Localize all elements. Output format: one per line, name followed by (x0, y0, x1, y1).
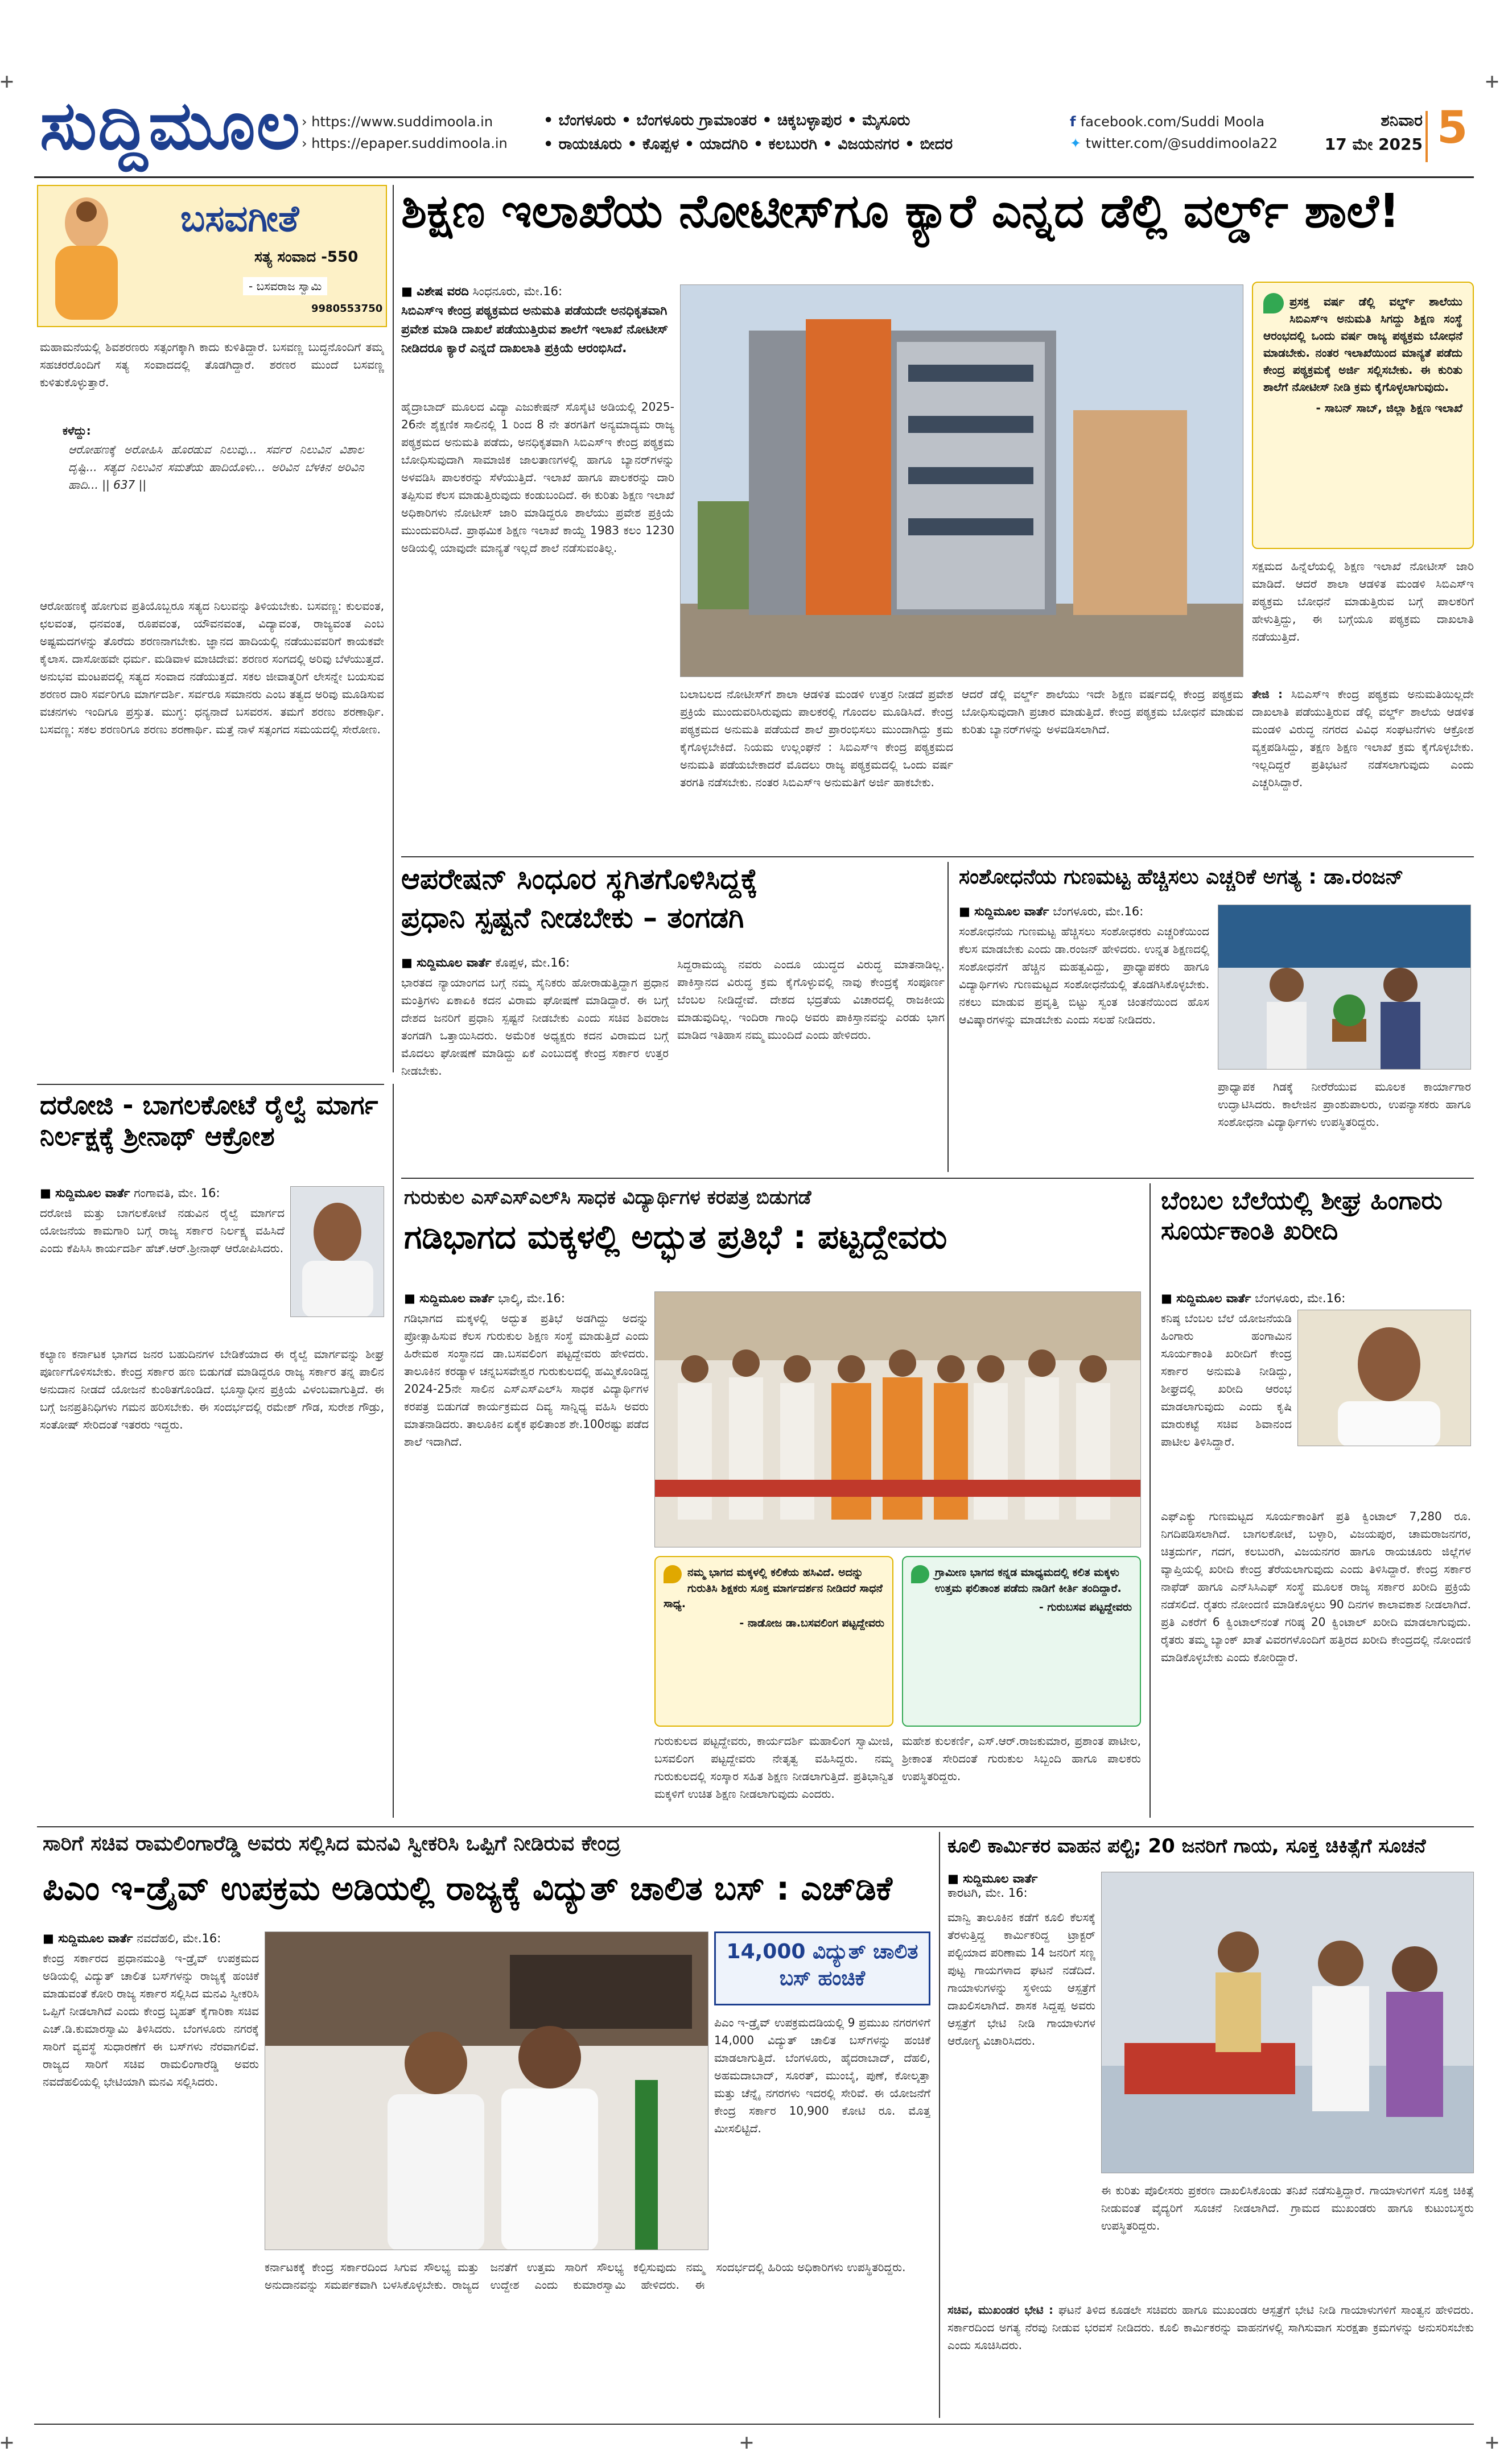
daroji-byline-row: ■ ಸುದ್ದಿಮೂಲ ವಾರ್ತೆ ಗಂಗಾವತಿ, ಮೇ. 16: (40, 1186, 220, 1200)
ebus-body-1: ಕೇಂದ್ರ ಸರ್ಕಾರದ ಪ್ರಧಾನಮಂತ್ರಿ ಇ-ಡ್ರೈವ್ ಉಪಕ್ರಮದ ಅಡಿಯಲ್ಲಿ ವಿದ್ಯುತ್ ಚಾಲಿತ ಬಸ್‌ಗಳನ್ನು ರಾಜ್ಯಕ್ಕೆ ಹಂಚಿಕೆ ಮಾಡುವಂತೆ ಕೋರಿ ರಾಜ್ಯ ಸರ್ಕಾರ ಸಲ್ಲಿಸಿದ ಮನವಿ ಸ್ವೀಕರಿಸಿ ಒಪ್ಪಿಗೆ ನೀಡಲಾಗಿದೆ ಎಂದು ಕೇಂದ್ರ ಬೃಹತ್ ಕೈಗಾರಿಕಾ ಸಚಿವ ಎಚ್.ಡಿ.ಕುಮಾರಸ್ವಾಮಿ ತಿಳಿಸಿದರು. ಬೆಂಗಳೂರು ನಗರಕ್ಕೆ ಸಾರಿಗೆ ವ್ಯವಸ್ಥೆ ಸುಧಾರಣೆಗೆ ಈ ಬಸ್‌ಗಳು ನೆರವಾಗಲಿವೆ. ರಾಜ್ಯದ ಸಾರಿಗೆ ಸಚಿವ ರಾಮಲಿಂಗಾರೆಡ್ಡಿ ಅವರು ನವದೆಹಲಿಯಲ್ಲಿ ಭೇಟಿಯಾಗಿ ಮನವಿ ಸಲ್ಲಿಸಿದರು. (43, 1951, 259, 2089)
accident-headline: ಕೂಲಿ ಕಾರ್ಮಿಕರ ವಾಹನ ಪಲ್ಟಿ; 20 ಜನರಿಗೆ ಗಾಯ, ಸೂಕ್ತ ಚಿಕಿತ್ಸೆಗೆ ಸೂಚನೆ (947, 1835, 1426, 1858)
saint-portrait (44, 192, 129, 323)
issue-day: ಶನಿವಾರ (1381, 111, 1423, 130)
accident-byline-row: ■ ಸುದ್ದಿಮೂಲ ವಾರ್ತೆ ಕಾರಟಗಿ, ಮೇ. 16: (947, 1872, 1038, 1900)
gurukula-quote-2: ಗ್ರಾಮೀಣ ಭಾಗದ ಕನ್ನಡ ಮಾಧ್ಯಮದಲ್ಲಿ ಕಲಿತ ಮಕ್ಕಳು ಉತ್ತಮ ಫಲಿತಾಂಶ ಪಡೆದು ನಾಡಿಗೆ ಕೀರ್ತಿ ತಂದಿದ್ದಾರೆ. - ಗುರುಬಸವ ಪಟ್ಟದ್ದೇವರು (902, 1556, 1141, 1727)
website-link[interactable]: › https://www.suddimoola.in (302, 114, 493, 130)
ranjan-body-2: ಪ್ರಾಧ್ಯಾಪಕ ಗಿಡಕ್ಕೆ ನೀರೆರೆಯುವ ಮೂಲಕ ಕಾರ್ಯಾಗಾರ ಉದ್ಘಾಟಿಸಿದರು. ಕಾಲೇಜಿನ ಪ್ರಾಂಶುಪಾಲರು, ಉಪನ್ಯಾಸಕರು ಹಾಗೂ ಸಂಶೋಧನಾ ವಿದ್ಯಾರ್ಥಿಗಳು ಉಪಸ್ಥಿತರಿದ್ದರು. (1218, 1080, 1471, 1129)
quote-icon (1263, 293, 1284, 313)
accident-body-1: ಮಾನ್ವಿ ತಾಲೂಕಿನ ಕಡೆಗೆ ಕೂಲಿ ಕೆಲಸಕ್ಕೆ ತೆರಳುತ್ತಿದ್ದ ಕಾರ್ಮಿಕರಿದ್ದ ಟ್ರಾಕ್ಟರ್ ಪಲ್ಟಿಯಾದ ಪರಿಣಾಮ 14 ಜನರಿಗೆ ಸಣ್ಣ ಪುಟ್ಟ ಗಾಯಗಳಾದ ಘಟನೆ ನಡೆದಿದೆ. ಗಾಯಾಳುಗಳನ್ನು ಸ್ಥಳೀಯ ಆಸ್ಪತ್ರೆಗೆ ದಾಖಲಿಸಲಾಗಿದೆ. ಶಾಸಕ ಸಿದ್ದಪ್ಪ ಅವರು ಆಸ್ಪತ್ರೆಗೆ ಭೇಟಿ ನೀಡಿ ಗಾಯಾಳುಗಳ ಆರೋಗ್ಯ ವಿಚಾರಿಸಿದರು. (947, 1910, 1095, 2048)
basava-title: ಬಸವಗೀತೆ (180, 197, 299, 240)
column-rule (939, 1832, 940, 2418)
masthead-logo: ಸುದ್ದಿಮೂಲ (40, 85, 302, 164)
ebus-meeting-photo (265, 1931, 708, 2250)
twitter-icon: ✦ (1070, 135, 1086, 151)
accident-body-3: ಸಚಿವ, ಮುಖಂಡರ ಭೇಟಿ : ಘಟನೆ ತಿಳಿದ ಕೂಡಲೇ ಸಚಿವರು ಹಾಗೂ ಮುಖಂಡರು ಆಸ್ಪತ್ರೆಗೆ ಭೇಟಿ ನೀಡಿ ಗಾಯಾಳುಗಳಿಗೆ ಸಾಂತ್ವನ ಹೇಳಿದರು. ಸರ್ಕಾರದಿಂದ ಅಗತ್ಯ ನೆರವು ನೀಡುವ ಭರವಸೆ ನೀಡಿದರು. ಕೂಲಿ ಕಾರ್ಮಿಕರನ್ನು ವಾಹನಗಳಲ್ಲಿ ಸಾಗಿಸುವಾಗ ಸುರಕ್ಷತಾ ಕ್ರಮಗಳನ್ನು ಅನುಸರಿಸಬೇಕು ಎಂದು ಸೂಚಿಸಿದರು. (947, 2303, 1474, 2352)
column-rule (393, 1084, 394, 1818)
ebus-highlight-box: 14,000 ವಿದ್ಯುತ್ ಚಾಲಿತ ಬಸ್ ಹಂಚಿಕೆ (714, 1931, 930, 2005)
facebook-icon: f (1070, 114, 1081, 130)
gurukula-body-1: ಗಡಿಭಾಗದ ಮಕ್ಕಳಲ್ಲಿ ಅದ್ಭುತ ಪ್ರತಿಭೆ ಅಡಗಿದ್ದು ಅದನ್ನು ಪ್ರೋತ್ಸಾಹಿಸುವ ಕೆಲಸ ಗುರುಕುಲ ಶಿಕ್ಷಣ ಸಂಸ್ಥೆ ಮಾಡುತ್ತಿದೆ ಎಂದು ಹಿರೇಮಠ ಸಂಸ್ಥಾನದ ಡಾ.ಬಸವಲಿಂಗ ಪಟ್ಟದ್ದೇವರು ಹೇಳಿದರು. ತಾಲೂಕಿನ ಕರಡ್ಯಾಳ ಚನ್ನಬಸವೇಶ್ವರ ಗುರುಕುಲದಲ್ಲಿ ಹಮ್ಮಿಕೊಂಡಿದ್ದ 2024-25ನೇ ಸಾಲಿನ ಎಸ್‌ಎಸ್‌ಎಲ್‌ಸಿ ಸಾಧಕ ವಿದ್ಯಾರ್ಥಿಗಳ ಕರಪತ್ರ ಬಿಡುಗಡೆ ಕಾರ್ಯಕ್ರಮದ ದಿವ್ಯ ಸಾನ್ನಿಧ್ಯ ವಹಿಸಿ ಅವರು ಮಾತನಾಡಿದರು. ತಾಲೂಕಿನ ಏಕೈಕ ಫಲಿತಾಂಶ ಶೇ.100ರಷ್ಟು ಪಡೆದ ಶಾಲೆ ಇದಾಗಿದೆ. (404, 1311, 649, 1448)
lead-body-1: ಹೈದ್ರಾಬಾದ್ ಮೂಲದ ವಿದ್ಯಾ ಎಜುಕೇಷನ್ ಸೊಸೈಟಿ ಅಡಿಯಲ್ಲಿ 2025-26ನೇ ಶೈಕ್ಷಣಿಕ ಸಾಲಿನಲ್ಲಿ 1 ರಿಂದ 8 ನೇ ತರಗತಿಗೆ ಅನ್ಯಮಾದ್ಯಮ ರಾಜ್ಯ ಪಠ್ಯಕ್ರಮದ ಅನುಮತಿ ಪಡೆದು, ಅನಧಿಕೃತವಾಗಿ ಸಿಬಿಎಸ್‌ಇ ಕೇಂದ್ರ ಪಠ್ಯಕ್ರಮ ಬೋಧಿಸುವುದಾಗಿ ಸಾಮಾಜಿಕ ಜಾಲತಾಣಗಳಲ್ಲಿ ಹಾಗೂ ಬ್ಯಾನರ್‌ಗಳನ್ನು ಅಳವಡಿಸಿ ಪಾಲಕರನ್ನು ಸೆಳೆಯುತ್ತಿದೆ. ಇಲಾಖೆ ಹಾಗೂ ಪಾಲಕರನ್ನು ದಾರಿ ತಪ್ಪಿಸುವ ಕೆಲಸ ಮಾಡುತ್ತಿರುವುದು ಕಂಡುಬಂದಿದೆ. ಈ ಕುರಿತು ಶಿಕ್ಷಣ ಇಲಾಖೆ ಅಧಿಕಾರಿಗಳು ನೋಟೀಸ್ ಜಾರಿ ಮಾಡಿದ್ದರೂ ಶಾಲೆಯು ಪ್ರವೇಶ ಪ್ರಕ್ರಿಯೆ ಮುಂದುವರಿಸಿದೆ. ಪ್ರಾಥಮಿಕ ಶಿಕ್ಷಣ ಇಲಾಖೆ ಕಾಯ್ದೆ 1983 ಕಲಂ 1230 ಅಡಿಯಲ್ಲಿ ಯಾವುದೇ ಮಾನ್ಯತೆ ಇಲ್ಲದೆ ಶಾಲೆ ನಡೆಸುವಂತಿಲ್ಲ. (401, 400, 674, 555)
registration-mark: + (0, 2429, 14, 2455)
section-rule (37, 1826, 1474, 1827)
accident-body-2: ಈ ಕುರಿತು ಪೊಲೀಸರು ಪ್ರಕರಣ ದಾಖಲಿಸಿಕೊಂಡು ತನಿಖೆ ನಡೆಸುತ್ತಿದ್ದಾರೆ. ಗಾಯಾಳುಗಳಿಗೆ ಸೂಕ್ತ ಚಿಕಿತ್ಸೆ ನೀಡುವಂತೆ ವೈದ್ಯರಿಗೆ ಸೂಚನೆ ನೀಡಲಾಗಿದೆ. ಗ್ರಾಮದ ಮುಖಂಡರು ಹಾಗೂ ಕುಟುಂಬಸ್ಥರು ಉಪಸ್ಥಿತರಿದ್ದರು. (1101, 2184, 1474, 2232)
lead-quote-text: ಪ್ರಸಕ್ತ ವರ್ಷ ಡೆಲ್ಲಿ ವರ್ಲ್ಡ್ ಶಾಲೆಯು ಸಿಬಿಎಸ್‌ಇ ಅನುಮತಿ ಸಿಗದ್ದು ಶಿಕ್ಷಣ ಸಂಸ್ಥೆ ಆರಂಭದಲ್ಲಿ ಒಂದು ವರ್ಷ ರಾಜ್ಯ ಪಠ್ಯಕ್ರಮ ಬೋಧನೆ ಮಾಡಬೇಕು. ನಂತರ ಇಲಾಖೆಯಿಂದ ಮಾನ್ಯತೆ ಪಡೆದು ಕೇಂದ್ರ ಪಠ್ಯಕ್ರಮಕ್ಕೆ ಅರ್ಜಿ ಸಲ್ಲಿಸಬೇಕು. ಈ ಕುರಿತು ಶಾಲೆಗೆ ನೋಟೀಸ್ ನೀಡಿ ಕ್ರಮ ಕೈಗೊಳ್ಳಲಾಗುವುದು. (1263, 295, 1462, 394)
registration-mark: + (0, 68, 14, 94)
facebook-link[interactable]: f facebook.com/Suddi Moola (1070, 114, 1265, 130)
sindoor-byline-row: ■ ಸುದ್ದಿಮೂಲ ವಾರ್ತೆ ಕೊಪ್ಪಳ, ಮೇ.16: (401, 956, 570, 969)
ebus-body-2: ಪಿಎಂ ಇ-ಡ್ರೈವ್ ಉಪಕ್ರಮದಡಿಯಲ್ಲಿ 9 ಪ್ರಮುಖ ನಗರಗಳಿಗೆ 14,000 ವಿದ್ಯುತ್ ಚಾಲಿತ ಬಸ್‌ಗಳನ್ನು ಹಂಚಿಕೆ ಮಾಡಲಾಗುತ್ತಿದೆ. ಬೆಂಗಳೂರು, ಹೈದರಾಬಾದ್, ದೆಹಲಿ, ಅಹಮದಾಬಾದ್, ಸೂರತ್, ಮುಂಬೈ, ಪುಣೆ, ಕೋಲ್ಕತ್ತಾ ಮತ್ತು ಚೆನ್ನೈ ನಗರಗಳು ಇದರಲ್ಲಿ ಸೇರಿವೆ. ಈ ಯೋಜನೆಗೆ ಕೇಂದ್ರ ಸರ್ಕಾರ 10,900 ಕೋಟಿ ರೂ. ಮೊತ್ತ ಮೀಸಲಿಟ್ಟಿದೆ. (714, 2016, 930, 2135)
ebus-byline-row: ■ ಸುದ್ದಿಮೂಲ ವಾರ್ತೆ ನವದೆಹಲಿ, ಮೇ.16: (43, 1931, 221, 1945)
basava-intro: ಮಹಾಮನೆಯಲ್ಲಿ ಶಿವಶರಣರು ಸತ್ಸಂಗಕ್ಕಾಗಿ ಕಾದು ಕುಳಿತಿದ್ದಾರೆ. ಬಸವಣ್ಣ ಬುದ್ಧನೊಂದಿಗೆ ತಮ್ಮ ಸಹಚರರೊಂದಿಗೆ ಸತ್ಯ ಸಂವಾದದಲ್ಲಿ ತೊಡಗಿದ್ದಾರೆ. ಶರಣರ ಮುಂದೆ ಬಸವಣ್ಣ ಕುಳಿತುಕೊಳ್ಳುತ್ತಾರೆ. (40, 340, 384, 389)
srinath-portrait (290, 1186, 384, 1317)
minister-portrait (1297, 1310, 1471, 1446)
sunflower-byline-row: ■ ಸುದ್ದಿಮೂಲ ವಾರ್ತೆ ಬೆಂಗಳೂರು, ಮೇ.16: (1161, 1291, 1346, 1305)
editions-line-2: • ರಾಯಚೂರು • ಕೊಪ್ಪಳ • ಯಾದಗಿರಿ • ಕಲಬುರಗಿ • ವಿಜಯನಗರ • ಬೀದರ (543, 135, 953, 153)
lead-quote-box (1252, 282, 1474, 549)
ranjan-byline-row: ■ ಸುದ್ದಿಮೂಲ ವಾರ್ತೆ ಬೆಂಗಳೂರು, ಮೇ.16: (959, 905, 1144, 918)
research-workshop-photo (1218, 905, 1471, 1070)
page-number-divider (1425, 111, 1428, 162)
ebus-headline: ಪಿಎಂ ಇ-ಡ್ರೈವ್ ಉಪಕ್ರಮ ಅಡಿಯಲ್ಲಿ ರಾಜ್ಯಕ್ಕೆ ವಿದ್ಯುತ್ ಚಾಲಿತ ಬಸ್ : ಎಚ್‌ಡಿಕೆ (43, 1869, 892, 1908)
gurukula-quote-1: ನಮ್ಮ ಭಾಗದ ಮಕ್ಕಳಲ್ಲಿ ಕಲಿಕೆಯ ಹಸಿವಿದೆ. ಅದನ್ನು ಗುರುತಿಸಿ ಶಿಕ್ಷಕರು ಸೂಕ್ತ ಮಾರ್ಗದರ್ಶನ ನೀಡಿದರೆ ಸಾಧನೆ ಸಾಧ್ಯ. - ನಾಡೋಜ ಡಾ.ಬಸವಲಿಂಗ ಪಟ್ಟದ್ದೇವರು (654, 1556, 893, 1727)
page-bottom-rule (34, 2424, 1474, 2425)
gurukula-headline: ಗಡಿಭಾಗದ ಮಕ್ಕಳಲ್ಲಿ ಅದ್ಭುತ ಪ್ರತಿಭೆ : ಪಟ್ಟದ್ದೇವರು (404, 1217, 947, 1256)
basava-poem: ಆರೋಹಣಕ್ಕೆ ಅರೋಹಿಸಿ ಹೊರಡುವ ನಿಲುವು... ಸರ್ವರ ನಿಲುವಿನ ವಿಶಾಲ ದೃಷ್ಟಿ... ಸತ್ಯದ ನಿಲುವಿನ ಸಮತೆಯ ಹಾದಿಯೊಳು... ಅರಿವಿನ ಬೆಳಕಿನ ಅರಿವಿನ ಹಾದಿ... || 637 || (68, 443, 364, 492)
gurukula-event-photo (654, 1291, 1141, 1547)
registration-mark: + (740, 2429, 754, 2455)
lead-headline: ಶಿಕ್ಷಣ ಇಲಾಖೆಯ ನೋಟೀಸ್‌ಗೂ ಕ್ಯಾರೆ ಎನ್ನದ ಡೆಲ್ಲಿ ವರ್ಲ್ಡ್ ಶಾಲೆ! (401, 184, 1400, 238)
lead-body-2: ಬಲಾಬಲದ ನೋಟೀಸ್‌ಗೆ ಶಾಲಾ ಆಡಳಿತ ಮಂಡಳಿ ಉತ್ತರ ನೀಡದೆ ಪ್ರವೇಶ ಪ್ರಕ್ರಿಯೆ ಮುಂದುವರಿಸಿರುವುದು ಪಾಲಕರಲ್ಲಿ ಗೊಂದಲ ಮೂಡಿಸಿದೆ. ಕೇಂದ್ರ ಪಠ್ಯಕ್ರಮದ ಅನುಮತಿ ಪಡೆಯದೆ ಶಾಲೆ ಪ್ರಾರಂಭಿಸಲು ಮುಂದಾಗಿದ್ದು ಕ್ರಮ ಕೈಗೊಳ್ಳಬೇಕಿದೆ. ನಿಯಮ ಉಲ್ಲಂಘನೆ : ಸಿಬಿಎಸ್‌ಇ ಕೇಂದ್ರ ಪಠ್ಯಕ್ರಮದ ಅನುಮತಿ ಪಡೆಯಬೇಕಾದರೆ ಮೊದಲು ರಾಜ್ಯ ಪಠ್ಯಕ್ರಮದಲ್ಲಿ ಒಂದು ವರ್ಷ ತರಗತಿ ನಡೆಸಬೇಕು. ನಂತರ ಸಿಬಿಎಸ್‌ಇ ಅನುಮತಿಗೆ ಅರ್ಜಿ ಹಾಕಬೇಕು. (680, 687, 953, 789)
ebus-kicker: ಸಾರಿಗೆ ಸಚಿವ ರಾಮಲಿಂಗಾರೆಡ್ಡಿ ಅವರು ಸಲ್ಲಿಸಿದ ಮನವಿ ಸ್ವೀಕರಿಸಿ ಒಪ್ಪಿಗೆ ನೀಡಿರುವ ಕೇಂದ್ರ (43, 1832, 621, 1855)
lead-body-5: ತೇಜಿ : ಸಿಬಿಎಸ್‌ಇ ಕೇಂದ್ರ ಪಠ್ಯಕ್ರಮ ಅನುಮತಿಯಿಲ್ಲದೇ ದಾಖಲಾತಿ ಪಡೆಯುತ್ತಿರುವ ಡೆಲ್ಲಿ ವರ್ಲ್ಡ್ ಶಾಲೆಯ ಆಡಳಿತ ಮಂಡಳಿ ವಿರುದ್ಧ ನಗರದ ವಿವಿಧ ಸಂಘಟನೆಗಳು ಆಕ್ರೋಶ ವ್ಯಕ್ತಪಡಿಸಿದ್ದು, ತಕ್ಷಣ ಶಿಕ್ಷಣ ಇಲಾಖೆ ಕ್ರಮ ಕೈಗೊಳ್ಳಬೇಕು. ಇಲ್ಲದಿದ್ದರೆ ಪ್ರತಿಭಟನೆ ನಡೆಸಲಾಗುವುದು ಎಂದು ಎಚ್ಚರಿಸಿದ್ದಾರೆ. (1252, 687, 1474, 789)
column-rule (1149, 1183, 1151, 1818)
gurukula-byline-row: ■ ಸುದ್ದಿಮೂಲ ವಾರ್ತೆ ಭಾಲ್ಕಿ, ಮೇ.16: (404, 1291, 565, 1305)
gurukula-body-2: ಗುರುಕುಲದ ಪಟ್ಟದ್ದೇವರು, ಕಾರ್ಯದರ್ಶಿ ಮಹಾಲಿಂಗ ಸ್ವಾಮೀಜಿ, ಬಸವಲಿಂಗ ಪಟ್ಟದ್ದೇವರು ನೇತೃತ್ವ ವಹಿಸಿದ್ದರು. ನಮ್ಮ ಗುರುಕುಲದಲ್ಲಿ ಸಂಸ್ಕಾರ ಸಹಿತ ಶಿಕ್ಷಣ ನೀಡಲಾಗುತ್ತಿದೆ. ಪ್ರತಿಭಾನ್ವಿತ ಮಕ್ಕಳಿಗೆ ಉಚಿತ ಶಿಕ್ಷಣ ನೀಡಲಾಗುವುದು ಎಂದರು. (654, 1734, 893, 1801)
ranjan-body-1: ಸಂಶೋಧನೆಯ ಗುಣಮಟ್ಟ ಹೆಚ್ಚಿಸಲು ಸಂಶೋಧಕರು ಎಚ್ಚರಿಕೆಯಿಂದ ಕೆಲಸ ಮಾಡಬೇಕು ಎಂದು ಡಾ.ರಂಜನ್ ಹೇಳಿದರು. ಉನ್ನತ ಶಿಕ್ಷಣದಲ್ಲಿ ಸಂಶೋಧನೆಗೆ ಹೆಚ್ಚಿನ ಮಹತ್ವವಿದ್ದು, ಪ್ರಾಧ್ಯಾಪಕರು ಹಾಗೂ ವಿದ್ಯಾರ್ಥಿಗಳು ಗುಣಮಟ್ಟದ ಸಂಶೋಧನೆಯಲ್ಲಿ ತೊಡಗಿಸಿಕೊಳ್ಳಬೇಕು. ನಕಲು ಮಾಡುವ ಪ್ರವೃತ್ತಿ ಬಿಟ್ಟು ಸ್ವಂತ ಚಿಂತನೆಯಿಂದ ಹೊಸ ಆವಿಷ್ಕಾರಗಳನ್ನು ಮಾಡಬೇಕು ಎಂದು ಸಲಹೆ ನೀಡಿದರು. (959, 924, 1209, 1026)
gurukula-kicker: ಗುರುಕುಲ ಎಸ್‌ಎಸ್‌ಎಲ್‌ಸಿ ಸಾಧಕ ವಿದ್ಯಾರ್ಥಿಗಳ ಕರಪತ್ರ ಬಿಡುಗಡೆ (404, 1186, 811, 1209)
epaper-link[interactable]: › https://epaper.suddimoola.in (302, 135, 508, 151)
quote-icon (911, 1565, 929, 1583)
daroji-body-2: ಕಲ್ಯಾಣ ಕರ್ನಾಟಕ ಭಾಗದ ಜನರ ಬಹುದಿನಗಳ ಬೇಡಿಕೆಯಾದ ಈ ರೈಲ್ವೆ ಮಾರ್ಗವನ್ನು ಶೀಘ್ರ ಪೂರ್ಣಗೊಳಿಸಬೇಕು. ಕೇಂದ್ರ ಸರ್ಕಾರ ಹಣ ಬಿಡುಗಡೆ ಮಾಡಿದ್ದರೂ ರಾಜ್ಯ ಸರ್ಕಾರ ತನ್ನ ಪಾಲಿನ ಅನುದಾನ ನೀಡದೆ ಯೋಜನೆ ಕುಂಠಿತಗೊಂಡಿದೆ. ಭೂಸ್ವಾಧೀನ ಪ್ರಕ್ರಿಯೆ ವಿಳಂಬವಾಗುತ್ತಿದೆ. ಈ ಬಗ್ಗೆ ಜನಪ್ರತಿನಿಧಿಗಳು ಗಮನ ಹರಿಸಬೇಕು. ಈ ಸಂದರ್ಭದಲ್ಲಿ ರಮೇಶ್ ಗೌಡ, ಸುರೇಶ ಗೌಡ್ರು, ಸಂತೋಷ್ ಸೇರಿದಂತೆ ಇತರರು ಇದ್ದರು. (40, 1347, 384, 1431)
sunflower-body-2: ಎಫ್‌ಎಕ್ಯು ಗುಣಮಟ್ಟದ ಸೂರ್ಯಕಾಂತಿಗೆ ಪ್ರತಿ ಕ್ವಿಂಟಾಲ್ 7,280 ರೂ. ನಿಗದಿಪಡಿಸಲಾಗಿದೆ. ಬಾಗಲಕೋಟೆ, ಬಳ್ಳಾರಿ, ವಿಜಯಪುರ, ಚಾಮರಾಜನಗರ, ಚಿತ್ರದುರ್ಗ, ಗದಗ, ಕಲಬುರಗಿ, ವಿಜಯನಗರ ಹಾಗೂ ರಾಯಚೂರು ಜಿಲ್ಲೆಗಳ ವ್ಯಾಪ್ತಿಯಲ್ಲಿ ಖರೀದಿ ಕೇಂದ್ರ ತೆರೆಯಲಾಗುವುದು ಎಂದು ತಿಳಿಸಿದ್ದಾರೆ. ಕೇಂದ್ರ ಸರ್ಕಾರ ನಾಫೆಡ್ ಹಾಗೂ ಎನ್‌ಸಿಸಿಎಫ್ ಸಂಸ್ಥೆ ಮೂಲಕ ರಾಜ್ಯ ಸರ್ಕಾರ ಖರೀದಿ ಪ್ರಕ್ರಿಯೆ ನಡೆಸಲಿದೆ. ರೈತರು ನೋಂದಣಿ ಮಾಡಿಕೊಳ್ಳಲು 90 ದಿನಗಳ ಕಾಲಾವಕಾಶ ನೀಡಲಾಗಿದೆ. ಪ್ರತಿ ಎಕರೆಗೆ 6 ಕ್ವಿಂಟಾಲ್‌ನಂತೆ ಗರಿಷ್ಠ 20 ಕ್ವಿಂಟಾಲ್ ಖರೀದಿ ಮಾಡಲಾಗುವುದು. ರೈತರು ತಮ್ಮ ಬ್ಯಾಂಕ್ ಖಾತೆ ವಿವರಗಳೊಂದಿಗೆ ಹತ್ತಿರದ ಖರೀದಿ ಕೇಂದ್ರದಲ್ಲಿ ನೋಂದಣಿ ಮಾಡಿಕೊಳ್ಳಬೇಕು ಎಂದು ಕೋರಿದ್ದಾರೆ. (1161, 1509, 1471, 1664)
section-rule (37, 1084, 384, 1085)
column-rule (393, 185, 394, 1072)
section-rule (401, 1178, 1474, 1179)
hospital-photo (1101, 1872, 1474, 2173)
section-rule (401, 856, 1474, 857)
registration-mark: + (1485, 68, 1499, 94)
arrow-icon: › (302, 135, 312, 151)
basava-body: ಆರೋಹಣಕ್ಕೆ ಹೋಗುವ ಪ್ರತಿಯೊಬ್ಬರೂ ಸತ್ಯದ ನಿಲುವನ್ನು ತಿಳಿಯಬೇಕು. ಬಸವಣ್ಣ: ಕುಲವಂತ, ಛಲವಂತ, ಧನವಂತ, ರೂಪವಂತ, ಯೌವನವಂತ, ವಿದ್ಯಾವಂತ, ರಾಜ್ಯವಂತ ಎಂಬ ಅಷ್ಟಮದಗಳನ್ನು ತೊರೆದು ಶರಣನಾಗಬೇಕು. ಜ್ಞಾನದ ಹಾದಿಯಲ್ಲಿ ನಡೆಯುವವರಿಗೆ ಕಾಯಕವೇ ಕೈಲಾಸ. ದಾಸೋಹವೇ ಧರ್ಮ. ಮಡಿವಾಳ ಮಾಚಿದೇವ: ಶರಣರ ಸಂಗದಲ್ಲಿ ಅರಿವು ಬೆಳೆಯುತ್ತದೆ. ಅನುಭವ ಮಂಟಪದಲ್ಲಿ ಸತ್ಯದ ಸಂವಾದ ನಡೆಯುತ್ತದೆ. ಸಕಲ ಜೀವಾತ್ಮರಿಗೆ ಲೇಸನ್ನೇ ಬಯಸುವ ಶರಣರ ದಾರಿ ಸರ್ವರಿಗೂ ಮಾರ್ಗದರ್ಶಿ. ಸರ್ವರೂ ಸಮಾನರು ಎಂಬ ತತ್ವದ ಅರಿವು ಮೂಡಿಸುವ ವಚನಗಳು ಇಂದಿಗೂ ಪ್ರಸ್ತುತ. ಮುಗ್ಧ: ಧನ್ಯನಾದೆ ಬಸವರಸ. ತಮಗೆ ಶರಣು ಶರಣಾರ್ಥಿ. ಬಸವಣ್ಣ: ಸಕಲ ಶರಣರಿಗೂ ಶರಣು ಶರಣಾರ್ಥಿ. ಮತ್ತೆ ನಾಳೆ ಸತ್ಸಂಗದ ಸಮಯದಲ್ಲಿ ಸೇರೋಣ. (40, 599, 384, 736)
sunflower-body-1: ಕನಿಷ್ಠ ಬೆಂಬಲ ಬೆಲೆ ಯೋಜನೆಯಡಿ ಹಿಂಗಾರು ಹಂಗಾಮಿನ ಸೂರ್ಯಕಾಂತಿ ಖರೀದಿಗೆ ಕೇಂದ್ರ ಸರ್ಕಾರ ಅನುಮತಿ ನೀಡಿದ್ದು, ಶೀಘ್ರದಲ್ಲಿ ಖರೀದಿ ಆರಂಭ ಮಾಡಲಾಗುವುದು ಎಂದು ಕೃಷಿ ಮಾರುಕಟ್ಟೆ ಸಚಿವ ಶಿವಾನಂದ ಪಾಟೀಲ ತಿಳಿಸಿದ್ದಾರೆ. (1161, 1311, 1292, 1448)
sindoor-body-1: ಭಾರತದ ನ್ಯಾಯಾಂಗದ ಬಗ್ಗೆ ನಮ್ಮ ಸೈನಿಕರು ಹೋರಾಡುತ್ತಿದ್ದಾಗ ಪ್ರಧಾನ ಮಂತ್ರಿಗಳು ಏಕಾಏಕಿ ಕದನ ವಿರಾಮ ಘೋಷಣೆ ಮಾಡಿದ್ದಾರೆ. ಈ ಬಗ್ಗೆ ದೇಶದ ಜನರಿಗೆ ಪ್ರಧಾನಿ ಸ್ಪಷ್ಟನೆ ನೀಡಬೇಕು ಎಂದು ಸಚಿವ ಶಿವರಾಜ ತಂಗಡಗಿ ಒತ್ತಾಯಿಸಿದರು. ಅಮೆರಿಕ ಅಧ್ಯಕ್ಷರು ಕದನ ವಿರಾಮದ ಬಗ್ಗೆ ಮೊದಲು ಘೋಷಣೆ ಮಾಡಿದ್ದು ಏಕೆ ಎಂಬುದಕ್ಕೆ ಕೇಂದ್ರ ಸರ್ಕಾರ ಉತ್ತರ ನೀಡಬೇಕು. (401, 976, 669, 1078)
basava-phone: 9980553750 (311, 303, 383, 315)
lead-byline-row: ■ ವಿಶೇಷ ವರದಿ ಸಿಂಧನೂರು, ಮೇ.16: (401, 284, 563, 298)
basava-geethe-panel (37, 185, 387, 327)
sindoor-headline: ಆಪರೇಷನ್ ಸಿಂಧೂರ ಸ್ಥಗಿತಗೊಳಿಸಿದ್ದಕ್ಕೆ ಪ್ರಧಾನಿ ಸ್ಪಷ್ಟನೆ ನೀಡಬೇಕು – ತಂಗಡಗಿ (401, 862, 758, 934)
basava-kaledu: ಕಳೆದ್ದು: (63, 424, 91, 438)
daroji-body-1: ದರೋಜಿ ಮತ್ತು ಬಾಗಲಕೋಟೆ ನಡುವಿನ ರೈಲ್ವೆ ಮಾರ್ಗದ ಯೋಜನೆಯ ಕಾಮಗಾರಿ ಬಗ್ಗೆ ರಾಜ್ಯ ಸರ್ಕಾರ ನಿರ್ಲಕ್ಷ್ಯ ವಹಿಸಿದೆ ಎಂದು ಕೆಪಿಸಿಸಿ ಕಾರ್ಯದರ್ಶಿ ಹೆಚ್.ಆರ್.ಶ್ರೀನಾಥ್ ಆರೋಪಿಸಿದರು. (40, 1206, 285, 1255)
page-number: 5 (1437, 102, 1468, 154)
sunflower-headline: ಬೆಂಬಲ ಬೆಲೆಯಲ್ಲಿ ಶೀಘ್ರ ಹಿಂಗಾರು ಸೂರ್ಯಕಾಂತಿ ಖರೀದಿ (1161, 1186, 1443, 1245)
twitter-link[interactable]: ✦ twitter.com/@suddimoola22 (1070, 135, 1278, 151)
registration-mark: + (1485, 2429, 1499, 2455)
lead-body-3: ಆದರೆ ಡೆಲ್ಲಿ ವರ್ಲ್ಡ್ ಶಾಲೆಯು ಇದೇ ಶಿಕ್ಷಣ ವರ್ಷದಲ್ಲಿ ಕೇಂದ್ರ ಪಠ್ಯಕ್ರಮ ಬೋಧಿಸುವುದಾಗಿ ಪ್ರಚಾರ ಮಾಡುತ್ತಿದೆ. ಕೇಂದ್ರ ಪಠ್ಯಕ್ರಮ ಬೋಧನೆ ಮಾಡುವ ಕುರಿತು ಬ್ಯಾನರ್‌ಗಳನ್ನು ಅಳವಡಿಸಲಾಗಿದೆ. (962, 687, 1243, 736)
ebus-body-3: ಕರ್ನಾಟಕಕ್ಕೆ ಕೇಂದ್ರ ಸರ್ಕಾರದಿಂದ ಸಿಗುವ ಸೌಲಭ್ಯ ಮತ್ತು ಅನುದಾನವನ್ನು ಸಮರ್ಪಕವಾಗಿ ಬಳಸಿಕೊಳ್ಳಬೇಕು. ರಾಜ್ಯದ ಜನತೆಗೆ ಉತ್ತಮ ಸಾರಿಗೆ ಸೌಲಭ್ಯ ಕಲ್ಪಿಸುವುದು ನಮ್ಮ ಉದ್ದೇಶ ಎಂದು ಕುಮಾರಸ್ವಾಮಿ ಹೇಳಿದರು. ಈ ಸಂದರ್ಭದಲ್ಲಿ ಹಿರಿಯ ಅಧಿಕಾರಿಗಳು ಉಪಸ್ಥಿತರಿದ್ದರು. (265, 2260, 906, 2292)
lead-lede: ಸಿಬಿಎಸ್‌ಇ ಕೇಂದ್ರ ಪಠ್ಯಕ್ರಮದ ಅನುಮತಿ ಪಡೆಯದೇ ಅನಧಿಕೃತವಾಗಿ ಪ್ರವೇಶ ಮಾಡಿ ದಾಖಲೆ ಪಡೆಯುತ್ತಿರುವ ಶಾಲೆಗೆ ಇಲಾಖೆ ನೋಟೀಸ್ ನೀಡಿದರೂ ಕ್ಯಾರೆ ಎನ್ನದೆ ದಾಖಲಾತಿ ಪ್ರಕ್ರಿಯೆ ಆರಂಭಿಸಿದೆ. (401, 304, 669, 356)
gurukula-body-3: ಮಹೇಶ ಕುಲಕರ್ಣಿ, ಎಸ್.ಆರ್.ರಾಜಕುಮಾರ, ಪ್ರಶಾಂತ ಪಾಟೀಲ, ಶ್ರೀಕಾಂತ ಸೇರಿದಂತೆ ಗುರುಕುಲ ಸಿಬ್ಬಂದಿ ಹಾಗೂ ಪಾಲಕರು ಉಪಸ್ಥಿತರಿದ್ದರು. (902, 1734, 1141, 1783)
masthead-rule (34, 176, 1474, 178)
editions-line-1: • ಬೆಂಗಳೂರು • ಬೆಂಗಳೂರು ಗ್ರಾಮಾಂತರ • ಚಿಕ್ಕಬಳ್ಳಾಪುರ • ಮೈಸೂರು (543, 112, 910, 129)
school-building-photo (680, 284, 1243, 677)
daroji-headline: ದರೋಜಿ - ಬಾಗಲಕೋಟೆ ರೈಲ್ವೆ ಮಾರ್ಗ ನಿರ್ಲಕ್ಷಕ್ಕೆ ಶ್ರೀನಾಥ್ ಆಕ್ರೋಶ (40, 1089, 378, 1152)
sindoor-body-2: ಸಿದ್ದರಾಮಯ್ಯ ನವರು ಎಂದೂ ಯುದ್ಧದ ವಿರುದ್ಧ ಮಾತನಾಡಿಲ್ಲ. ಪಾಕಿಸ್ತಾನದ ವಿರುದ್ಧ ಕ್ರಮ ಕೈಗೊಳ್ಳುವಲ್ಲಿ ನಾವು ಕೇಂದ್ರಕ್ಕೆ ಸಂಪೂರ್ಣ ಬೆಂಬಲ ನೀಡಿದ್ದೇವೆ. ದೇಶದ ಭದ್ರತೆಯ ವಿಚಾರದಲ್ಲಿ ರಾಜಕೀಯ ಮಾಡುವುದಿಲ್ಲ. ಇಂದಿರಾ ಗಾಂಧಿ ಅವರು ಪಾಕಿಸ್ತಾನವನ್ನು ಎರಡು ಭಾಗ ಮಾಡಿದ ಇತಿಹಾಸ ನಮ್ಮ ಮುಂದಿದೆ ಎಂದು ಹೇಳಿದರು. (677, 957, 945, 1042)
arrow-icon: › (302, 114, 312, 130)
column-rule (947, 862, 949, 1172)
ranjan-headline: ಸಂಶೋಧನೆಯ ಗುಣಮಟ್ಟ ಹೆಚ್ಚಿಸಲು ಎಚ್ಚರಿಕೆ ಅಗತ್ಯ : ಡಾ.ರಂಜನ್ (959, 865, 1404, 889)
lead-body-4: ಸಕ್ಷಮದ ಹಿನ್ನೆಲೆಯಲ್ಲಿ ಶಿಕ್ಷಣ ಇಲಾಖೆ ನೋಟೀಸ್ ಜಾರಿ ಮಾಡಿದೆ. ಆದರೆ ಶಾಲಾ ಆಡಳಿತ ಮಂಡಳಿ ಸಿಬಿಎಸ್‌ಇ ಪಠ್ಯಕ್ರಮ ಬೋಧನೆ ಮಾಡುತ್ತಿರುವ ಬಗ್ಗೆ ಪಾಲಕರಿಗೆ ಹೇಳುತ್ತಿದ್ದು, ಈ ಬಗ್ಗೆಯೂ ಪಠ್ಯಕ್ರಮ ದಾಖಲಾತಿ ನಡೆಯುತ್ತಿದೆ. (1252, 559, 1474, 643)
issue-date: 17 ಮೇ 2025 (1324, 135, 1423, 154)
quote-icon (664, 1565, 682, 1583)
basava-subtitle: ಸತ್ಯ ಸಂವಾದ -550 (254, 249, 359, 266)
basava-author: - ಬಸವರಾಜ ಸ್ವಾಮಿ (243, 277, 327, 295)
lead-quote-author: - ಸಾಬನ್ ಸಾಬ್, ಜಿಲ್ಲಾ ಶಿಕ್ಷಣ ಇಲಾಖೆ (1316, 401, 1462, 415)
